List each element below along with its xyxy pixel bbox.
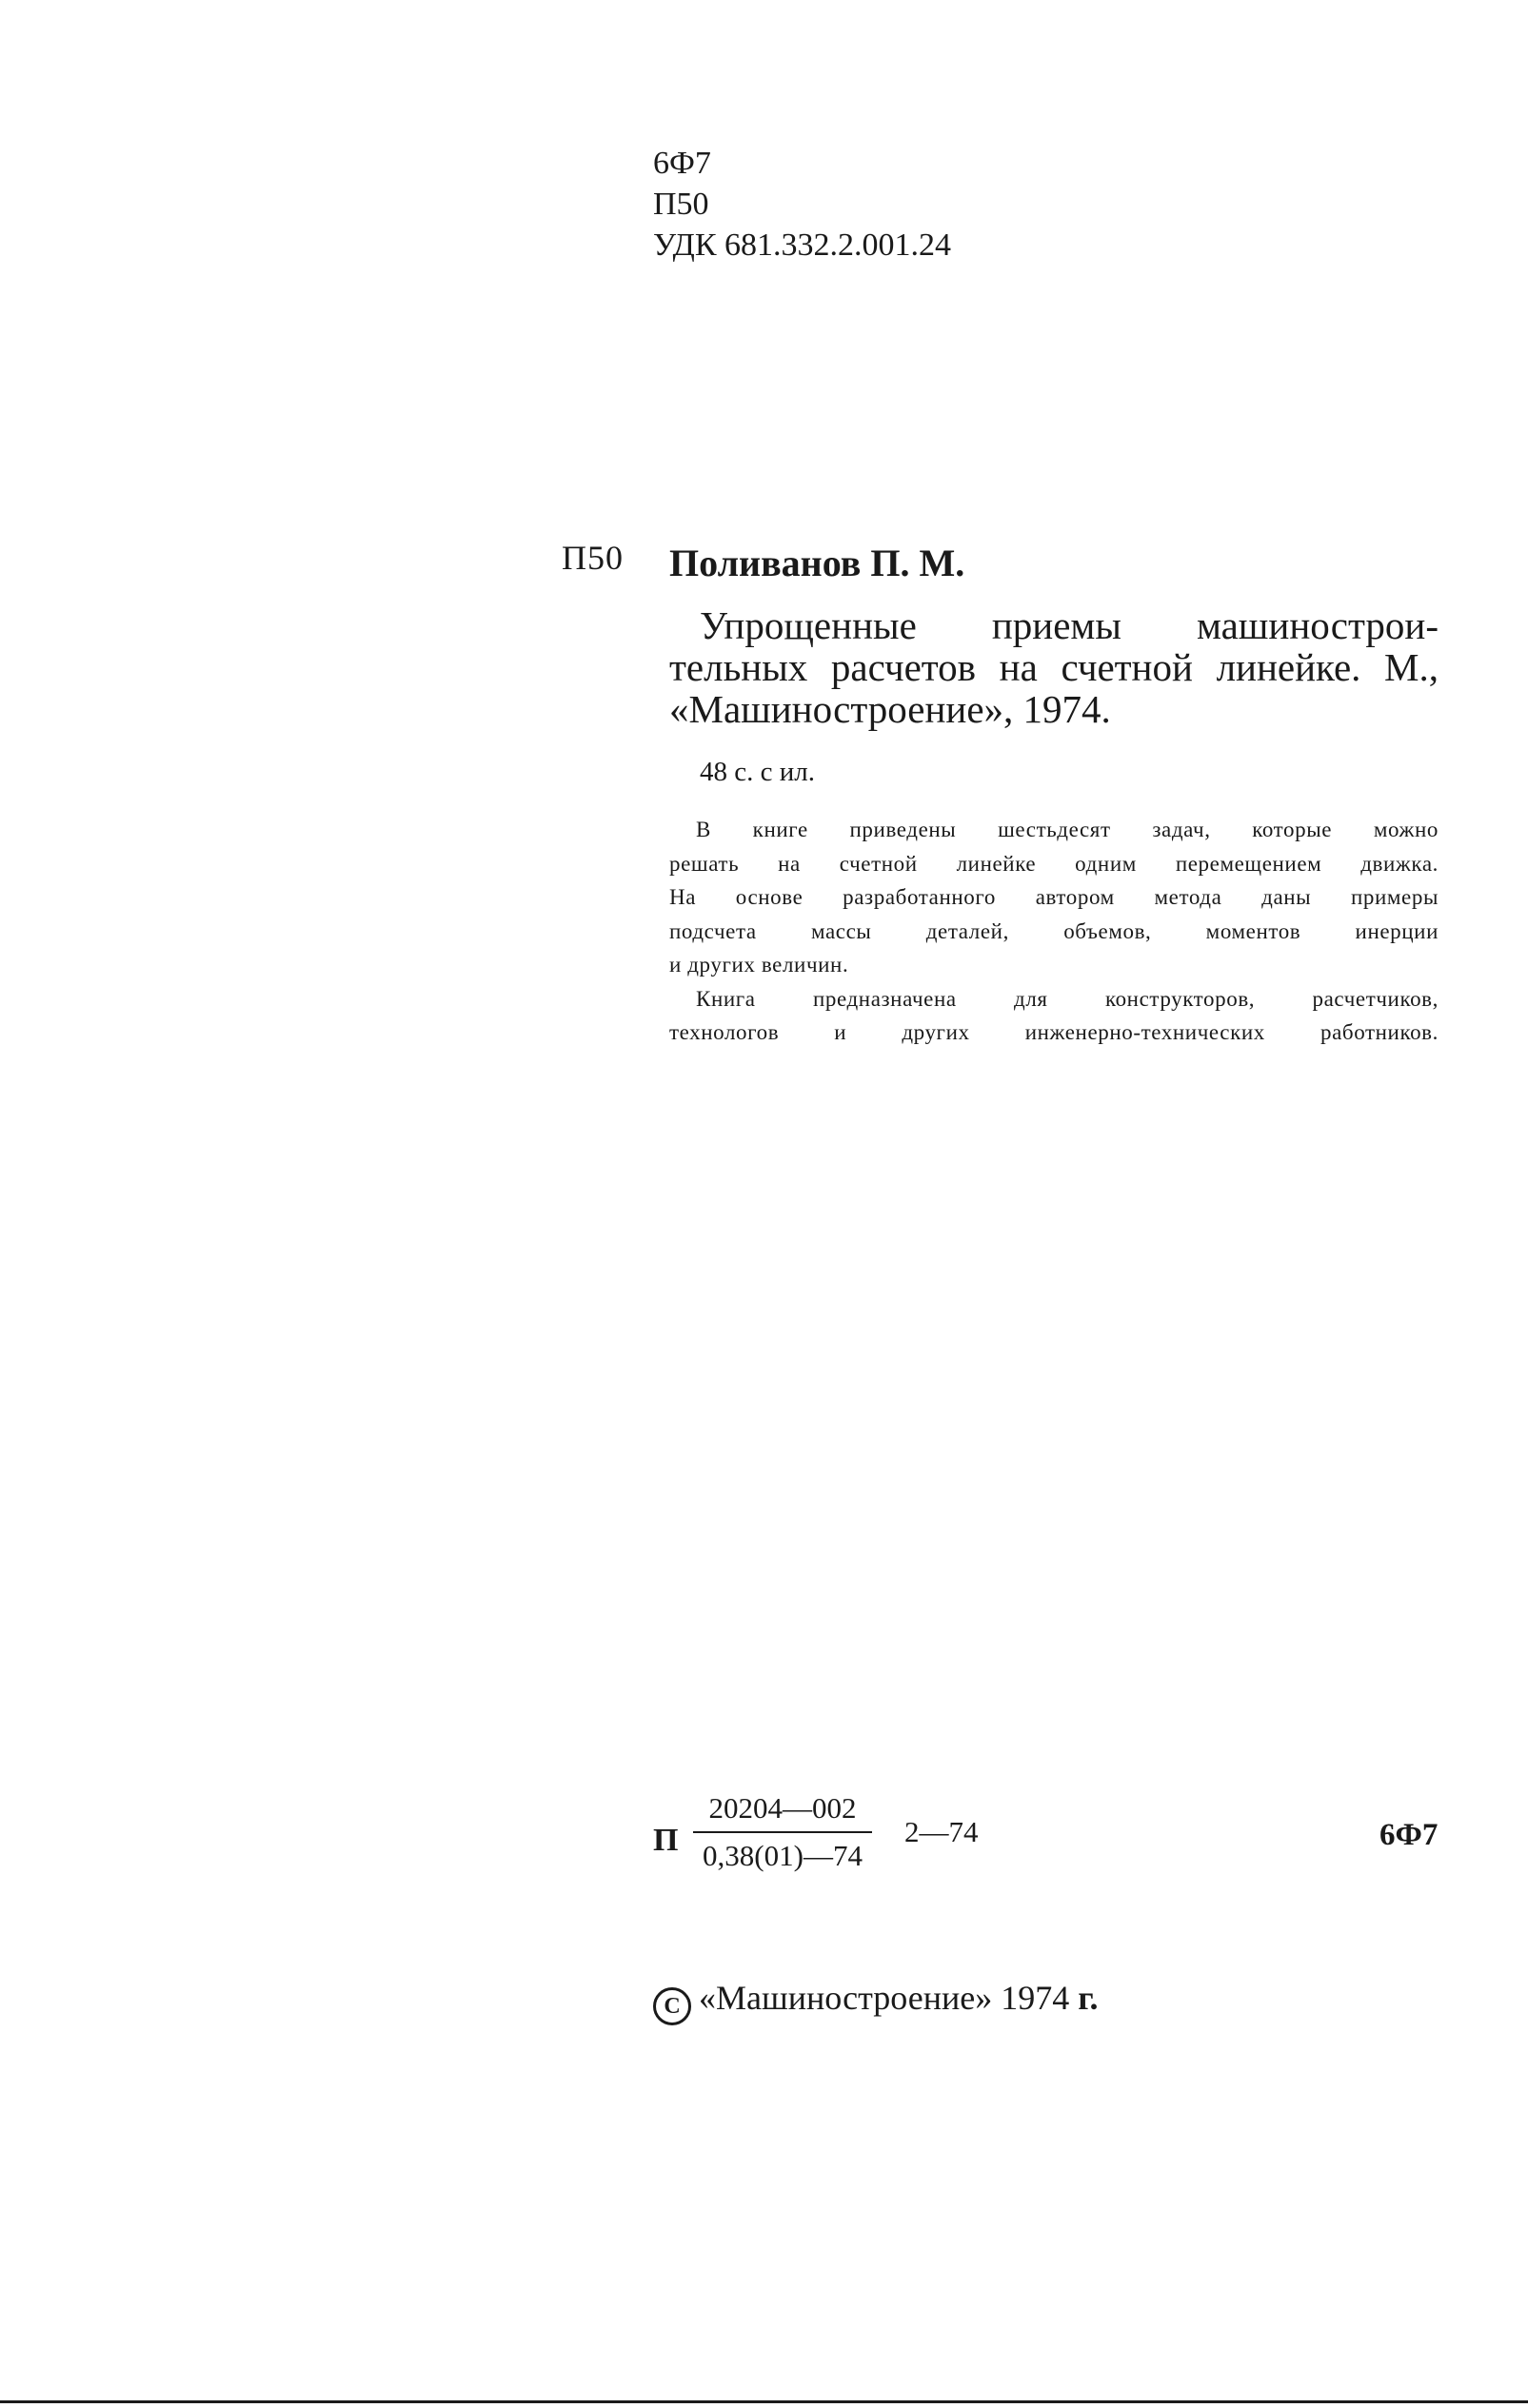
code-numerator: 20204—002 [708,1791,857,1825]
author-index: П50 [653,187,709,222]
page-count: 48 с. с ил. [700,757,815,787]
annotation-line: На основе разработанного автором метода даны примеры [669,885,1439,909]
copyright-icon: С [653,1987,691,2025]
title-line: тельных расчетов на счетной линейке. М., [669,645,1439,689]
annotation-line: подсчета массы деталей, объемов, моментов инерции [669,918,1439,943]
title-line: Упрощенные приемы машинострои- [700,603,1439,647]
annotation [669,813,1439,1050]
copyright-line [653,1978,1099,2025]
annotation-line: Книга предназначена для конструкторов, расчетчиков, [696,986,1439,1011]
classification-code-right: 6Ф7 [1379,1818,1439,1852]
code-denominator: 0,38(01)—74 [703,1839,863,1872]
code-suffix: 2—74 [904,1815,979,1848]
udc-code: УДК 681.332.2.001.24 [653,227,952,263]
annotation-line: решать на счетной линейке одним перемещением движка. [669,851,1439,876]
copyright-suffix: г. [1078,1979,1099,2017]
fraction-bar [693,1831,872,1833]
title-line: «Машиностроение», 1974. [669,687,1111,731]
left-index: П50 [562,539,624,577]
book-title [669,604,1439,730]
code-letter: П [653,1823,679,1858]
classification-code: 6Ф7 [653,146,711,181]
classification-block [653,143,951,266]
annotation-line: В книге приведены шестьдесят задач, которые можно [696,818,1439,841]
page-edge-rule [0,2400,1528,2403]
annotation-line: и других величин. [669,953,849,977]
copyright-text: «Машиностроение» 1974 [699,1979,1070,2017]
author-name: Поливанов П. М. [669,542,965,584]
annotation-line: технологов и других инженерно-технических работников. [669,1020,1439,1044]
